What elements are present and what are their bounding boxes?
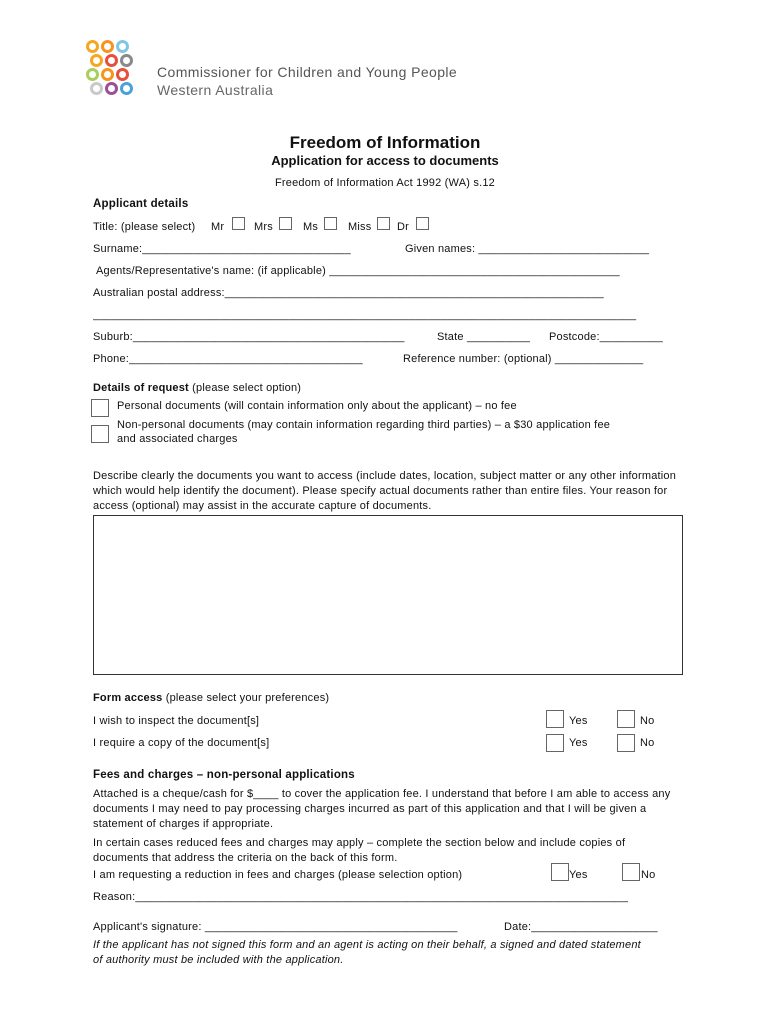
non-personal-documents-checkbox[interactable] (91, 425, 109, 443)
postal-address-field[interactable]: Australian postal address:____________________________________________________________ (93, 287, 604, 299)
agent-authority-note: If the applicant has not signed this form and an agent is acting on their behalf, a signed and dated statement of authority must be included with the application. (93, 939, 641, 966)
title-mrs-checkbox[interactable] (279, 217, 292, 230)
inspect-yes-checkbox[interactable] (546, 710, 564, 728)
logo-dot (101, 40, 114, 53)
copy-no-checkbox[interactable] (617, 734, 635, 752)
title-mr-label: Mr (211, 221, 225, 233)
postal-address-line2[interactable]: ______________________________________________________________________________________ (93, 309, 637, 321)
inspect-no-label: No (640, 715, 655, 727)
fees-heading: Fees and charges – non-personal applications (93, 769, 355, 781)
logo-dot (120, 82, 133, 95)
reduction-yes-label: Yes (569, 869, 588, 881)
personal-documents-checkbox[interactable] (91, 399, 109, 417)
logo-dot (86, 40, 99, 53)
inspect-no-checkbox[interactable] (617, 710, 635, 728)
request-heading-note: (please select option) (192, 382, 302, 394)
signature-field[interactable]: Applicant's signature: ________________________________________ (93, 921, 458, 933)
agent-name-field[interactable]: Agents/Representative's name: (if applicable) ______________________________________________ (96, 265, 620, 277)
phone-field[interactable]: Phone:_____________________________________ (93, 353, 363, 365)
request-heading (93, 382, 301, 394)
logo-dot (90, 82, 103, 95)
surname-field[interactable]: Surname:_________________________________ (93, 243, 351, 255)
title-ms-label: Ms (303, 221, 319, 233)
document-description-textarea[interactable] (93, 515, 683, 675)
form-access-heading-text: Form access (93, 692, 163, 704)
suburb-field[interactable]: Suburb:___________________________________________ (93, 331, 405, 343)
logo-dot (116, 40, 129, 53)
act-reference: Freedom of Information Act 1992 (WA) s.12 (275, 177, 495, 189)
logo-dot (90, 54, 103, 67)
logo-dot (105, 82, 118, 95)
form-access-heading (93, 692, 329, 704)
page-title: Freedom of Information (289, 133, 481, 152)
title-miss-label: Miss (348, 221, 372, 233)
request-heading-text: Details of request (93, 382, 189, 394)
postcode-field[interactable]: Postcode:__________ (549, 331, 663, 343)
copy-no-label: No (640, 737, 655, 749)
title-mr-checkbox[interactable] (232, 217, 245, 230)
logo-dot (105, 54, 118, 67)
title-mrs-label: Mrs (254, 221, 273, 233)
title-ms-checkbox[interactable] (324, 217, 337, 230)
reduction-no-label: No (641, 869, 656, 881)
fees-paragraph-2: In certain cases reduced fees and charges may apply – complete the section below and include copies of documents that address the criteria on the back of this form. (93, 837, 626, 864)
fees-paragraph-1: Attached is a cheque/cash for $____ to cover the application fee. I understand that before I am able to access any documents I may need to pay processing charges incurred as part of this application and that I will be given a statement of charges if appropriate. (93, 788, 671, 830)
copy-yes-label: Yes (569, 737, 588, 749)
personal-documents-label: Personal documents (will contain information only about the applicant) – no fee (117, 400, 517, 412)
date-field[interactable]: Date:____________________ (504, 921, 658, 933)
inspect-yes-label: Yes (569, 715, 588, 727)
describe-instructions: Describe clearly the documents you want to access (include dates, location, subject matter or any other information which would help identify the document). Please specify actual documents rather than entire files. Your reason for access (optional) may assist in the accurate capture of documents. (93, 470, 677, 512)
org-name: Commissioner for Children and Young People (157, 64, 458, 80)
page-subtitle: Application for access to documents (271, 153, 499, 168)
applicant-heading: Applicant details (93, 198, 189, 210)
reduction-no-checkbox[interactable] (622, 863, 640, 881)
logo (86, 40, 148, 98)
title-dr-checkbox[interactable] (416, 217, 429, 230)
logo-dot (101, 68, 114, 81)
given-names-field[interactable]: Given names: ___________________________ (405, 243, 650, 255)
logo-dot (120, 54, 133, 67)
state-field[interactable]: State __________ (437, 331, 531, 343)
logo-dot (116, 68, 129, 81)
form-access-heading-note: (please select your preferences) (165, 692, 330, 704)
title-miss-checkbox[interactable] (377, 217, 390, 230)
logo-dot (86, 68, 99, 81)
title-dr-label: Dr (397, 221, 410, 233)
reduction-yes-checkbox[interactable] (551, 863, 569, 881)
non-personal-documents-label: Non-personal documents (may contain information regarding third parties) – a $30 application fee (117, 419, 611, 431)
org-subtitle: Western Australia (157, 82, 274, 98)
title-label: Title: (please select) (93, 221, 196, 233)
copy-yes-checkbox[interactable] (546, 734, 564, 752)
reason-field[interactable]: Reason:______________________________________________________________________________ (93, 891, 629, 903)
inspect-label: I wish to inspect the document[s] (93, 715, 260, 727)
reduction-label: I am requesting a reduction in fees and charges (please selection option) (93, 869, 463, 881)
non-personal-documents-label-2: and associated charges (117, 433, 238, 445)
copy-label: I require a copy of the document[s] (93, 737, 270, 749)
reference-number-field[interactable]: Reference number: (optional) ______________ (403, 353, 644, 365)
